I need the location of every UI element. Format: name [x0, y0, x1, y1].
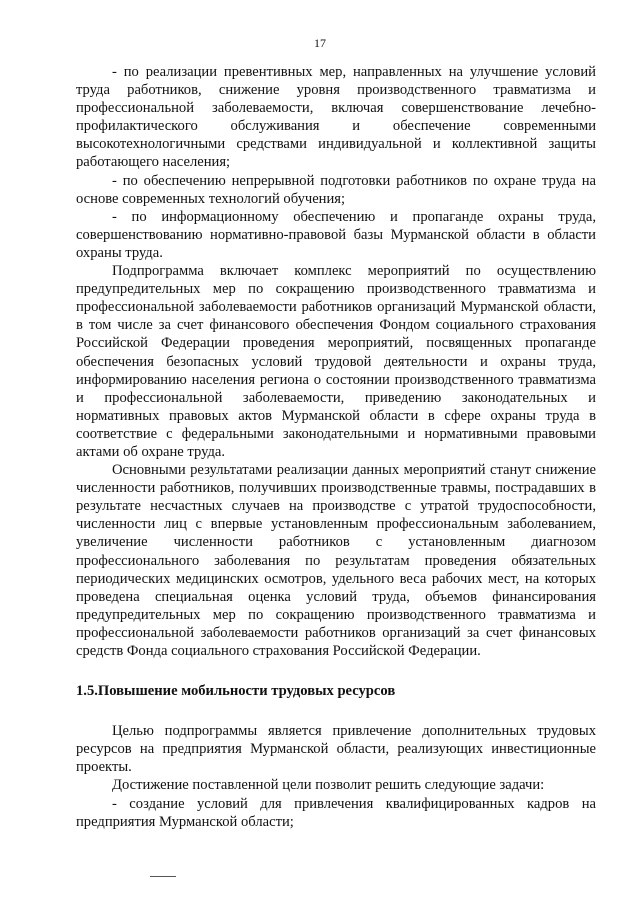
bullet-information-support: - по информационному обеспечению и пропаганде охраны труда, совершенствованию нормативно-правовой базы Мурманской области в области охраны труда.: [76, 208, 596, 261]
bullet-continuous-training: - по обеспечению непрерывной подготовки работников по охране труда на основе современных технологий обучения;: [76, 172, 596, 207]
bullet-qualified-personnel: - создание условий для привлечения квалифицированных кадров на предприятия Мурманской области;: [76, 795, 596, 830]
section-heading: 1.5.Повышение мобильности трудовых ресурсов: [76, 683, 396, 700]
paragraph-tasks-intro: Достижение поставленной цели позволит решить следующие задачи:: [112, 777, 545, 794]
paragraph-main-results: Основными результатами реализации данных мероприятий станут снижение численности работников, получивших производственные травмы, пострадавших в результате несчастных случаев на производстве с утратой трудоспособности, численности лиц с впервые установленным профессиональным заболеванием, увеличение численности работников с установленным диагнозом профессионального заболевания по результатам проведения обязательных периодических медицинских осмотров, удельного веса рабочих мест, на которых проведена специальная оценка условий труда, объемов финансирования предупредительных мер по сокращению производственного травматизма и профессиональной заболеваемости работников организаций за счет финансовых средств Фонда социального страхования Российской Федерации.: [76, 462, 596, 659]
bullet-preventive-measures: - по реализации превентивных мер, направленных на улучшение условий труда работников, снижение уровня производственного травматизма и профессиональной заболеваемости, включая совершенствование лечебно-профилактического обслуживания и обеспечение современными высокотехнологичными средствами индивидуальной и коллективной защиты работающего населения;: [76, 64, 596, 171]
page-number: 17: [314, 36, 326, 50]
paragraph-goal: Целью подпрограммы является привлечение дополнительных трудовых ресурсов на предприятия Мурманской области, реализующих инвестиционные проекты.: [76, 723, 596, 776]
footer-divider: [150, 876, 176, 877]
document-body: [76, 63, 596, 831]
paragraph-subprogram-measures: Подпрограмма включает комплекс мероприятий по осуществлению предупредительных мер по сокращению производственного травматизма и профессиональной заболеваемости работников организаций Мурманской области, в том числе за счет финансового обеспечения Фондом социального страхования Российской Федерации проведения мероприятий, посвященных пропаганде обеспечения безопасных условий трудовой деятельности и охраны труда, информированию населения региона о состоянии производственного травматизма и профессиональной заболеваемости, приведению законодательных и нормативных правовых актов Мурманской области в сфере охраны труда в соответствие с федеральными законодательными и нормативными правовыми актами об охране труда.: [76, 263, 596, 460]
